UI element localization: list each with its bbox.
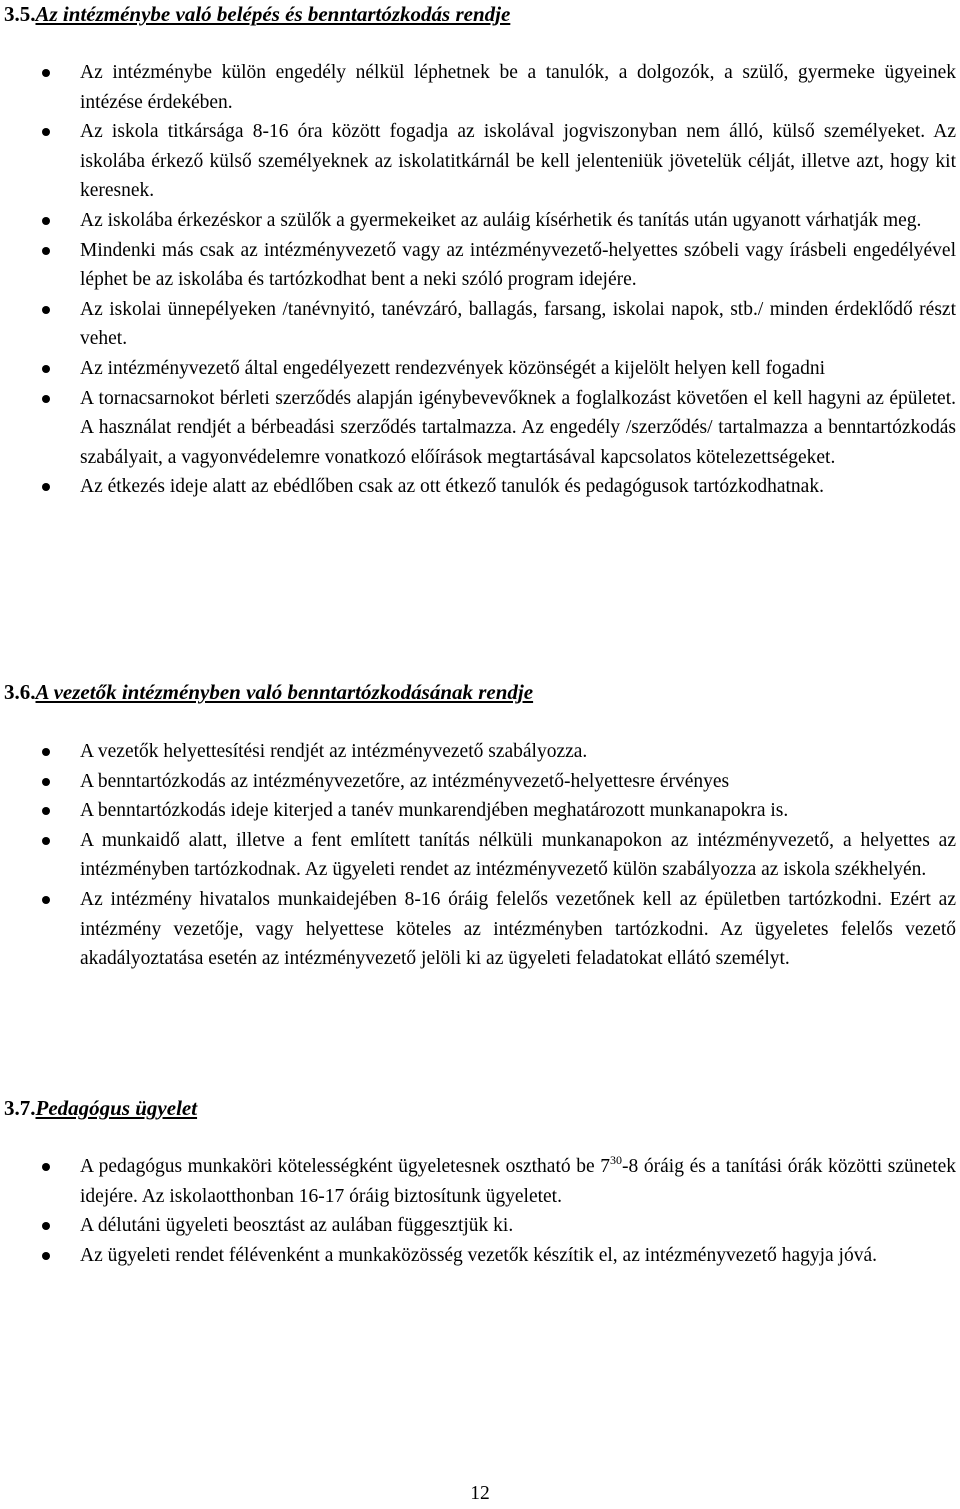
bullet-icon <box>42 365 50 373</box>
list-item: Az intézménybe külön engedély nélkül léphetnek be a tanulók, a dolgozók, a szülő, gyermeke ügyeinek intézése érdekében. <box>0 58 960 117</box>
bullet-icon <box>42 1252 50 1260</box>
bullet-list-3-5 <box>0 58 960 502</box>
list-item: Az iskolai ünnepélyeken /tanévnyitó, tanévzáró, ballagás, farsang, iskolai napok, stb./ minden érdeklődő részt vehet. <box>0 295 960 354</box>
bullet-icon <box>42 483 50 491</box>
bullet-icon <box>42 306 50 314</box>
bullet-icon <box>42 69 50 77</box>
list-item: Az iskola titkársága 8-16 óra között fogadja az iskolával jogviszonyban nem álló, külső személyeket. Az iskolába érkező külső személyeknek az iskolatitkárnál be kell jelenteniük jövetelük célját, illetve azt, hogy kit keresnek. <box>0 117 960 206</box>
section-heading-3-5 <box>4 0 510 28</box>
bullet-icon <box>42 217 50 225</box>
section-number: 3.6. <box>4 680 36 704</box>
bullet-icon <box>42 837 50 845</box>
list-item: A benntartózkodás ideje kiterjed a tanév munkarendjében meghatározott munkanapokra is. <box>0 796 960 826</box>
page-number: 12 <box>470 1483 490 1504</box>
bullet-icon <box>42 748 50 756</box>
list-item: Az iskolába érkezéskor a szülők a gyermekeiket az auláig kísérhetik és tanítás után ugyanott várhatják meg. <box>0 206 960 236</box>
bullet-list-3-7 <box>0 1152 960 1270</box>
list-item: A benntartózkodás az intézményvezetőre, az intézményvezető-helyettesre érvényes <box>0 767 960 797</box>
bullet-icon <box>42 1163 50 1171</box>
list-item: Az intézményvezető által engedélyezett rendezvények közönségét a kijelölt helyen kell fogadni <box>0 354 960 384</box>
list-item: A délutáni ügyeleti beosztást az aulában függesztjük ki. <box>0 1211 960 1241</box>
section-title: Pedagógus ügyelet <box>35 1096 198 1120</box>
list-item: Az ügyeleti rendet félévenként a munkaközösség vezetők készítik el, az intézményvezető hagyja jóvá. <box>0 1241 960 1271</box>
list-item: A munkaidő alatt, illetve a fent említett tanítás nélküli munkanapokon az intézményvezető, a helyettes az intézményben tartózkodnak. Az ügyeleti rendet az intézményvezető külön szabályozza az iskola székhelyén. <box>0 826 960 885</box>
list-item: Mindenki más csak az intézményvezető vagy az intézményvezető-helyettes szóbeli vagy írásbeli engedélyével léphet be az iskolába és tartózkodhat bent a neki szóló program idejére. <box>0 236 960 295</box>
list-item: Az étkezés ideje alatt az ebédlőben csak az ott étkező tanulók és pedagógusok tartózkodhatnak. <box>0 472 960 502</box>
list-item: A tornacsarnokot bérleti szerződés alapján igénybevevőknek a foglalkozást követően el kell hagyni az épületet. A használat rendjét a bérbeadási szerződés tartalmazza. Az engedély /szerződés/ tartalmazza a benntartózkodás szabályait, a vagyonvédelemre vonatkozó előírások megtartásával kapcsolatos kötelezettségeket. <box>0 384 960 473</box>
section-title: A vezetők intézményben való benntartózkodásának rendje <box>35 680 534 704</box>
list-item: A vezetők helyettesítési rendjét az intézményvezető szabályozza. <box>0 737 960 767</box>
bullet-icon <box>42 807 50 815</box>
bullet-icon <box>42 896 50 904</box>
list-item: A pedagógus munkaköri kötelességként ügyeletesnek osztható be $7^{30}-8$ óráig és a tanítási órák közötti szünetek idejére. Az iskolaotthonban 16-17 óráig biztosítunk ügyeletet. <box>0 1152 960 1211</box>
bullet-icon <box>42 778 50 786</box>
bullet-icon <box>42 247 50 255</box>
bullet-icon <box>42 395 50 403</box>
bullet-list-3-6 <box>0 737 960 974</box>
section-heading-3-6 <box>4 678 533 706</box>
section-number: 3.5. <box>4 2 36 26</box>
list-item: Az intézmény hivatalos munkaidejében 8-16 óráig felelős vezetőnek kell az épületben tartózkodni. Ezért az intézmény vezetője, vagy helyettese köteles az intézményben tartózkodni. Az ügyeletes felelős vezető akadályoztatása esetén az intézményvezető jelöli ki az ügyeleti feladatokat ellátó személyt. <box>0 885 960 974</box>
section-heading-3-7 <box>4 1094 197 1122</box>
section-number: 3.7. <box>4 1096 36 1120</box>
bullet-icon <box>42 1222 50 1230</box>
bullet-icon <box>42 128 50 136</box>
section-title: Az intézménybe való belépés és benntartózkodás rendje <box>35 2 511 26</box>
